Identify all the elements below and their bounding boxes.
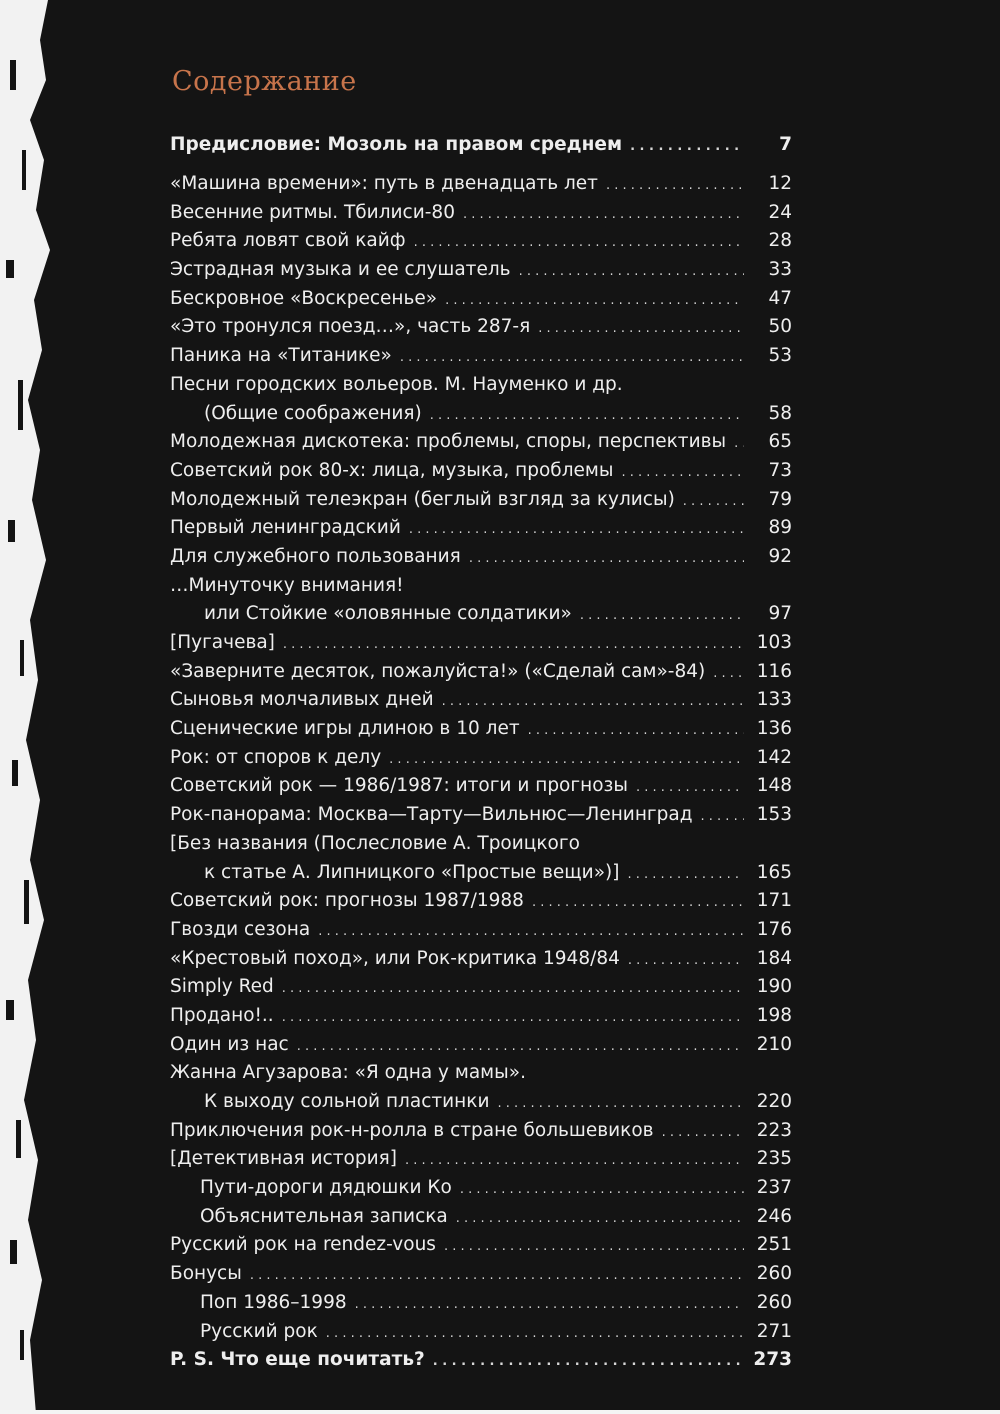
toc-entry-page: 260 xyxy=(756,1291,792,1313)
toc-entry xyxy=(170,1088,792,1117)
toc-leader-dots xyxy=(297,1033,744,1062)
toc-entry-title: (Общие соображения) xyxy=(204,402,422,424)
toc-leader-dots xyxy=(463,201,744,230)
toc-entry-page: 58 xyxy=(768,402,792,424)
toc-entry-page: 24 xyxy=(768,201,792,223)
toc-leader-dots xyxy=(627,861,744,890)
toc-entry xyxy=(170,830,792,859)
toc-leader-dots xyxy=(683,488,744,517)
toc-leader-dots xyxy=(318,918,744,947)
toc-entry xyxy=(170,887,792,916)
toc-leader-dots xyxy=(326,1320,744,1349)
toc-entry-page: 165 xyxy=(756,861,792,883)
toc-entry-page: 97 xyxy=(768,603,792,625)
toc-entry-page: 53 xyxy=(768,345,792,367)
toc-entry-page: 223 xyxy=(756,1119,792,1141)
toc-entry xyxy=(170,1059,792,1088)
toc-entry xyxy=(170,859,792,888)
toc-entry xyxy=(170,227,792,256)
toc-entry-title: Рок-панорама: Москва—Тарту—Вильнюс—Ленинград xyxy=(170,804,693,826)
toc-leader-dots xyxy=(628,947,744,976)
toc-entry-title: [Детективная история] xyxy=(170,1148,397,1170)
toc-leader-dots xyxy=(528,717,744,746)
toc-entry-page: 12 xyxy=(768,173,792,194)
toc-entry-title: Ребята ловят свой кайф xyxy=(170,230,406,252)
toc-entry xyxy=(170,1145,792,1174)
toc-entry-title: Бонусы xyxy=(170,1263,242,1285)
toc-entry-title: Гвозди сезона xyxy=(170,918,311,940)
toc-leader-dots xyxy=(282,1004,744,1033)
toc-entry-title: «Машина времени»: путь в двенадцать лет xyxy=(170,173,598,194)
toc-leader-dots xyxy=(701,803,744,832)
toc-leader-dots xyxy=(469,545,744,574)
toc-leader-dots xyxy=(621,459,744,488)
toc-entry-title: Для служебного пользования xyxy=(170,545,461,567)
toc-entry-title: Предисловие: Мозоль на правом среднем xyxy=(170,134,623,155)
toc-entry-page: 7 xyxy=(779,134,792,155)
toc-entry xyxy=(170,715,792,744)
toc-leader-dots xyxy=(250,1262,744,1291)
toc-entry xyxy=(170,342,792,371)
toc-entry xyxy=(170,486,792,515)
toc-entry xyxy=(170,1231,792,1260)
toc-entry-page: 28 xyxy=(768,230,792,252)
toc-entry-title: к статье А. Липницкого «Простые вещи»)] xyxy=(204,861,620,883)
toc-entry-page: 246 xyxy=(756,1205,792,1227)
toc-entry-page: 142 xyxy=(756,746,792,768)
toc-leader-dots xyxy=(519,258,744,287)
toc-entry-page: 210 xyxy=(756,1033,792,1055)
toc-entry-page: 184 xyxy=(756,947,792,969)
toc-entry xyxy=(170,285,792,314)
toc-entry-page: 273 xyxy=(753,1349,792,1371)
toc-entry-title: P. S. Что еще почитать? xyxy=(170,1349,425,1371)
toc-leader-dots xyxy=(430,402,744,431)
toc-leader-dots xyxy=(409,516,744,545)
toc-entry-title: Один из нас xyxy=(170,1033,289,1055)
toc-entry-page: 92 xyxy=(768,545,792,567)
toc-entry-title: Simply Red xyxy=(170,976,274,998)
toc-entry xyxy=(170,1117,792,1146)
toc-entry-title: Пути-дороги дядюшки Ко xyxy=(200,1177,452,1199)
toc-entry-title: …Минуточку внимания! xyxy=(170,574,404,596)
toc-leader-dots xyxy=(282,975,744,1004)
toc-entry xyxy=(170,543,792,572)
toc-entry xyxy=(170,313,792,342)
toc-entry xyxy=(170,744,792,773)
toc-entry xyxy=(170,973,792,1002)
toc-leader-dots xyxy=(444,1233,744,1262)
toc-leader-dots xyxy=(283,631,744,660)
toc-leader-dots xyxy=(460,1176,744,1205)
toc-entry-page: 176 xyxy=(756,918,792,940)
toc-entry xyxy=(170,400,792,429)
toc-entry-page: 235 xyxy=(756,1148,792,1170)
toc-entry-title: К выходу сольной пластинки xyxy=(204,1091,490,1112)
toc-entry-title: Русский рок xyxy=(200,1320,318,1342)
table-of-contents xyxy=(170,128,792,1375)
toc-entry-title: [Пугачева] xyxy=(170,632,275,653)
toc-leader-dots xyxy=(630,130,744,164)
toc-entry-title: Советский рок: прогнозы 1987/1988 xyxy=(170,890,524,912)
toc-leader-dots xyxy=(445,287,744,316)
toc-leader-dots xyxy=(400,344,744,373)
toc-entry-title: Бескровное «Воскресенье» xyxy=(170,287,438,309)
toc-leader-dots xyxy=(606,172,744,201)
toc-entry-page: 73 xyxy=(768,459,792,481)
toc-entry xyxy=(170,514,792,543)
toc-entry xyxy=(170,256,792,285)
toc-entry xyxy=(170,1203,792,1232)
toc-entry xyxy=(170,1289,792,1318)
toc-entry xyxy=(170,945,792,974)
toc-entry xyxy=(170,1174,792,1203)
toc-entry-title: Жанна Агузарова: «Я одна у мамы». xyxy=(170,1062,526,1084)
toc-entry-page: 79 xyxy=(768,488,792,510)
toc-entry-page: 65 xyxy=(768,431,792,453)
toc-entry xyxy=(170,428,792,457)
toc-entry xyxy=(170,572,792,601)
toc-entry-page: 220 xyxy=(756,1091,792,1112)
toc-entry-page: 153 xyxy=(756,804,792,826)
toc-leader-dots xyxy=(636,774,744,803)
toc-entry xyxy=(170,1031,792,1060)
toc-entry-title: «Это тронулся поезд…», часть 287-я xyxy=(170,316,531,338)
toc-entry-page: 237 xyxy=(756,1177,792,1199)
toc-leader-dots xyxy=(442,688,744,717)
toc-entry-title: Продано!.. xyxy=(170,1004,274,1026)
page-bottom-edge xyxy=(0,1410,1000,1414)
toc-entry xyxy=(170,128,792,162)
toc-entry-page: 190 xyxy=(756,976,792,998)
toc-leader-dots xyxy=(713,660,744,689)
toc-entry xyxy=(170,658,792,687)
toc-entry-title: Весенние ритмы. Тбилиси-80 xyxy=(170,201,455,223)
toc-entry xyxy=(170,629,792,658)
toc-leader-dots xyxy=(734,430,744,459)
toc-entry-title: или Стойкие «оловянные солдатики» xyxy=(204,603,572,625)
toc-entry-title: Сценические игры длиною в 10 лет xyxy=(170,718,520,740)
toc-leader-dots xyxy=(532,889,744,918)
toc-entry-title: Первый ленинградский xyxy=(170,517,401,539)
toc-entry-page: 116 xyxy=(756,660,792,682)
page-title: Содержание xyxy=(172,66,357,97)
toc-entry-page: 260 xyxy=(756,1263,792,1285)
toc-leader-dots xyxy=(580,602,744,631)
toc-entry xyxy=(170,600,792,629)
toc-entry-page: 171 xyxy=(756,890,792,912)
toc-entry xyxy=(170,170,792,199)
toc-entry-title: Советский рок 80-х: лица, музыка, проблемы xyxy=(170,459,614,481)
toc-leader-dots xyxy=(662,1119,744,1148)
toc-entry xyxy=(170,801,792,830)
toc-entry-page: 148 xyxy=(756,775,792,797)
toc-entry-title: Советский рок — 1986/1987: итоги и прогнозы xyxy=(170,775,628,797)
toc-entry-title: Молодежная дискотека: проблемы, споры, перспективы xyxy=(170,431,727,453)
toc-leader-dots xyxy=(538,315,744,344)
toc-entry xyxy=(170,1260,792,1289)
toc-leader-dots xyxy=(456,1205,744,1234)
toc-entry-title: [Без названия (Послесловие А. Троицкого xyxy=(170,832,580,854)
toc-entry-title: Объяснительная записка xyxy=(200,1205,448,1227)
toc-leader-dots xyxy=(355,1291,744,1320)
toc-entry-title: «Заверните десяток, пожалуйста!» («Сделай сам»-84) xyxy=(170,660,706,682)
toc-entry-page: 89 xyxy=(768,517,792,539)
toc-entry-title: Рок: от споров к делу xyxy=(170,746,382,768)
toc-entry-title: Паника на «Титанике» xyxy=(170,345,392,367)
toc-entry-title: «Крестовый поход», или Рок-критика 1948/84 xyxy=(170,947,620,969)
toc-entry xyxy=(170,457,792,486)
torn-page-edge xyxy=(0,0,60,1414)
toc-entry-page: 33 xyxy=(768,259,792,281)
toc-entry-page: 136 xyxy=(756,718,792,740)
toc-entry-title: Сыновья молчаливых дней xyxy=(170,689,434,711)
toc-entry xyxy=(170,1318,792,1347)
toc-entry xyxy=(170,1346,792,1375)
toc-entry xyxy=(170,1002,792,1031)
toc-entry-page: 198 xyxy=(756,1004,792,1026)
toc-entry-title: Песни городских вольеров. М. Науменко и др. xyxy=(170,373,623,395)
toc-entry-title: Эстрадная музыка и ее слушатель xyxy=(170,259,511,281)
toc-entry-title: Приключения рок-н-ролла в стране большевиков xyxy=(170,1119,654,1141)
toc-entry-page: 133 xyxy=(756,689,792,711)
toc-entry-title: Молодежный телеэкран (беглый взгляд за кулисы) xyxy=(170,488,675,510)
toc-entry-title: Русский рок на rendez-vous xyxy=(170,1234,436,1256)
toc-leader-dots xyxy=(497,1090,744,1119)
toc-leader-dots xyxy=(414,229,744,258)
toc-leader-dots xyxy=(405,1147,744,1176)
toc-entry-title: Поп 1986–1998 xyxy=(200,1291,347,1313)
toc-entry-page: 271 xyxy=(756,1320,792,1342)
toc-entry xyxy=(170,916,792,945)
toc-entry-page: 103 xyxy=(756,632,792,653)
toc-entry xyxy=(170,686,792,715)
toc-entry xyxy=(170,772,792,801)
toc-entry-page: 47 xyxy=(768,287,792,309)
toc-entry xyxy=(170,199,792,228)
toc-leader-dots xyxy=(433,1348,744,1377)
toc-entry xyxy=(170,371,792,400)
toc-entry-page: 50 xyxy=(768,316,792,338)
toc-leader-dots xyxy=(389,746,744,775)
toc-entry-page: 251 xyxy=(756,1234,792,1256)
